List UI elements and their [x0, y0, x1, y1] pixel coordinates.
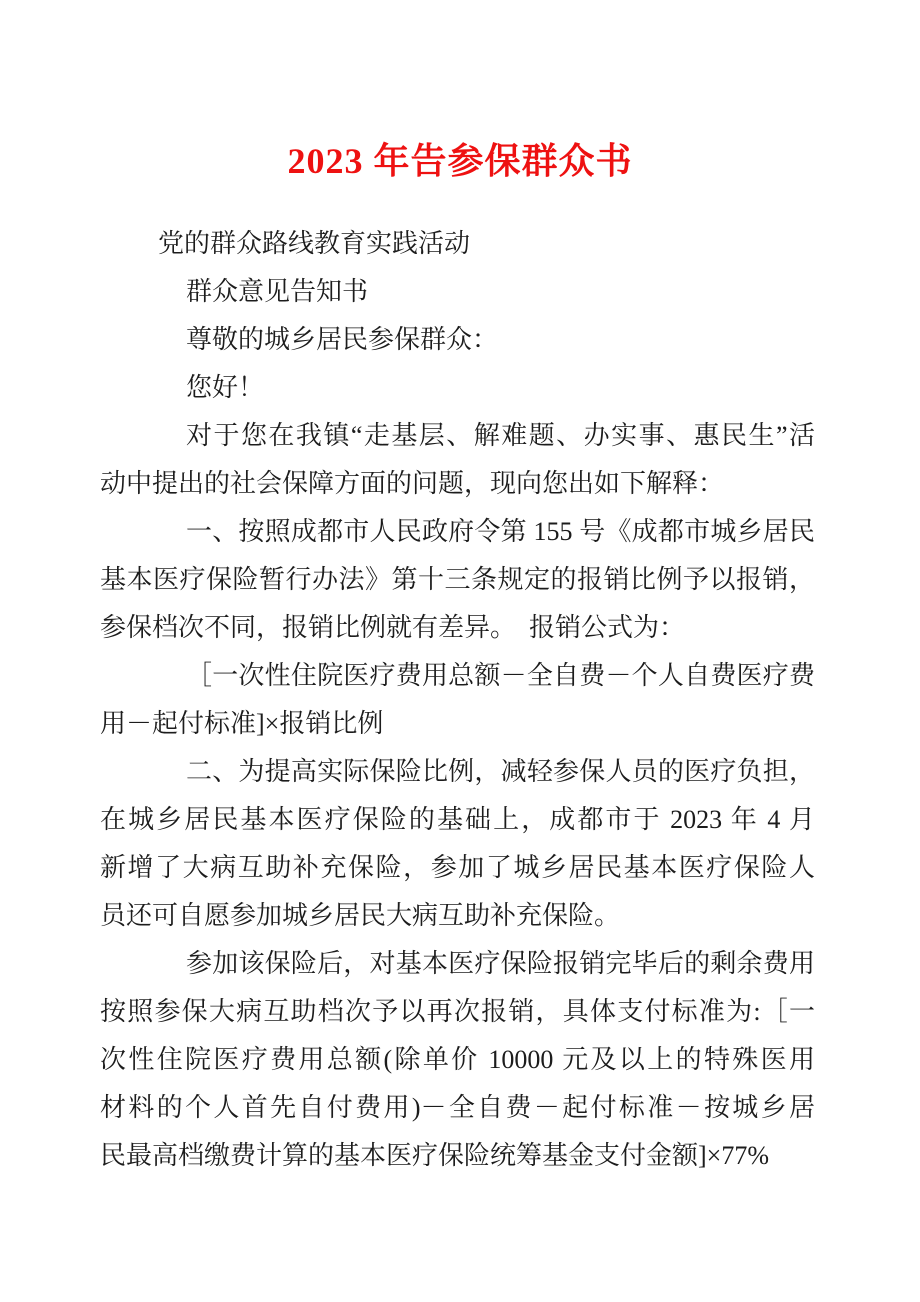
text-line: 对于您在我镇“走基层、解难题、办实事、惠民生”活	[186, 420, 815, 450]
text-line: 二、为提高实际保险比例，减轻参保人员的医疗负担，	[186, 756, 815, 786]
text-line: 民最高档缴费计算的基本医疗保险统筹基金支付金额]×77%	[100, 1140, 769, 1170]
text-line: 参加该保险后，对基本医疗保险报销完毕后的剩余费用	[186, 948, 815, 978]
text-line: 在城乡居民基本医疗保险的基础上，成都市于 2023 年 4 月	[100, 804, 815, 834]
text-line: ［一次性住院医疗费用总额－全自费－个人自费医疗费	[186, 660, 815, 690]
text-line: 党的群众路线教育实践活动	[158, 228, 471, 258]
text-line: 一、按照成都市人民政府令第 155 号《成都市城乡居民	[186, 516, 815, 546]
document-title: 2023 年告参保群众书	[287, 141, 633, 181]
text-line: 您好！	[186, 372, 265, 402]
text-line: 参保档次不同，报销比例就有差异。 报销公式为：	[100, 612, 686, 642]
text-line: 新增了大病互助补充保险，参加了城乡居民基本医疗保险人	[100, 852, 815, 882]
text-line: 按照参保大病互助档次予以再次报销，具体支付标准为:［一	[100, 996, 815, 1026]
text-line: 尊敬的城乡居民参保群众：	[186, 324, 499, 354]
text-line: 群众意见告知书	[186, 276, 369, 306]
text-line: 基本医疗保险暂行办法》第十三条规定的报销比例予以报销，	[100, 564, 815, 594]
text-line: 用－起付标准]×报销比例	[100, 708, 384, 738]
text-line: 次性住院医疗费用总额(除单价 10000 元及以上的特殊医用	[100, 1044, 815, 1074]
document-body	[0, 220, 920, 1180]
text-line: 员还可自愿参加城乡居民大病互助补充保险。	[100, 900, 621, 930]
text-line: 动中提出的社会保障方面的问题，现向您出如下解释：	[100, 468, 725, 498]
text-line: 材料的个人首先自付费用)－全自费－起付标准－按城乡居	[100, 1092, 815, 1122]
